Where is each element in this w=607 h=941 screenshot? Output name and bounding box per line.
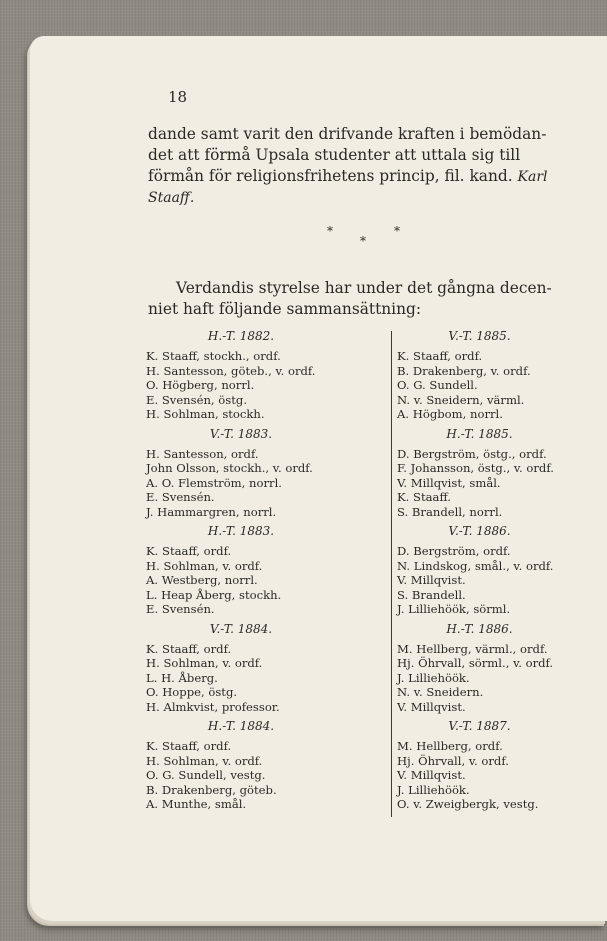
term-group [397, 524, 607, 617]
member-entry: Hj. Öhrvall, sörml., v. ordf. [397, 656, 554, 670]
member-entry: V. Millqvist. [397, 573, 466, 587]
intro-paragraph [148, 124, 607, 209]
member-entry: L. Heap Åberg, stockh. [146, 587, 282, 602]
right-column [397, 329, 607, 814]
term-group [397, 427, 607, 520]
intro-line-text: förmån för religionsfrihetens princip, fil. kand. [148, 167, 513, 185]
member-entry: N. Lindskog, smål., v. ordf. [397, 558, 554, 573]
term-heading: V.-T. 1886. [448, 524, 511, 538]
member-entry: H. Almkvist, professor. [146, 699, 280, 714]
board-intro-line: niet haft följande sammansättning: [148, 300, 422, 318]
term-heading: V.-T. 1883. [209, 426, 273, 441]
term-heading: H.-T. 1885. [446, 426, 513, 441]
intro-line [148, 166, 607, 188]
member-entry: K. Staaff, ordf. [146, 544, 232, 558]
term-group [146, 427, 386, 520]
term-heading: H.-T. 1886. [446, 621, 513, 636]
member-entry: B. Drakenberg, v. ordf. [397, 363, 531, 378]
board-members-table [146, 329, 607, 819]
term-group [397, 622, 607, 715]
member-entry: J. Hammargren, norrl. [146, 504, 277, 519]
term-group [146, 329, 386, 422]
page-number: 18 [168, 88, 188, 106]
member-entry: K. Staaff, stockh., ordf. [146, 349, 281, 363]
member-entry: J. Lilliehöök. [397, 670, 470, 685]
member-entry: O. Hoppe, östg. [146, 685, 238, 699]
term-group [146, 622, 386, 715]
asterisk: * [360, 234, 366, 248]
member-entry: D. Bergström, östg., ordf. [397, 446, 547, 461]
term-heading: H.-T. 1882. [207, 329, 275, 343]
member-entry: V. Millqvist. [397, 768, 466, 782]
term-group [397, 719, 607, 812]
member-entry: H. Sohlman, v. ordf. [146, 656, 263, 670]
member-entry: O. Högberg, norrl. [146, 378, 255, 392]
term-heading: V.-T. 1884. [209, 621, 273, 636]
member-entry: John Olsson, stockh., v. ordf. [146, 461, 313, 475]
intro-line: det att förmå Upsala studenter att uttala sig till [148, 146, 521, 164]
term-heading: H.-T. 1883. [207, 524, 275, 538]
member-entry: H. Santesson, ordf. [146, 446, 259, 461]
member-entry: A. Westberg, norrl. [146, 573, 258, 587]
member-entry: E. Svensén. [146, 602, 215, 616]
member-entry: O. G. Sundell. [397, 378, 478, 392]
member-entry: M. Hellberg, ordf. [397, 739, 503, 753]
intro-line: dande samt varit den drifvande kraften i bemödan- [148, 125, 547, 143]
member-entry: H. Sohlman, v. ordf. [146, 558, 263, 573]
member-entry: N. v. Sneidern, värml. [397, 392, 525, 407]
member-entry: L. H. Åberg. [146, 670, 218, 685]
member-entry: A. Högbom, norrl. [397, 407, 503, 421]
term-group [146, 719, 386, 812]
term-heading: H.-T. 1884. [207, 719, 275, 733]
board-intro-paragraph [148, 278, 607, 320]
column-divider [391, 331, 392, 817]
asterisk: * [394, 224, 400, 238]
member-entry: K. Staaff, ordf. [146, 739, 232, 753]
term-heading: V.-T. 1885. [448, 329, 511, 343]
signature-first-name: Karl [517, 169, 548, 185]
book-page [30, 36, 607, 921]
member-entry: E. Svensén, östg. [146, 392, 247, 407]
member-entry: O. v. Zweigbergk, vestg. [397, 797, 539, 811]
member-entry: B. Drakenberg, göteb. [146, 782, 277, 797]
member-entry: D. Bergström, ordf. [397, 544, 511, 558]
member-entry: A. O. Flemström, norrl. [146, 475, 282, 490]
member-entry: M. Hellberg, värml., ordf. [397, 641, 548, 656]
member-entry: S. Brandell, norrl. [397, 504, 503, 519]
member-entry: J. Lilliehöök. [397, 782, 470, 797]
member-entry: S. Brandell. [397, 587, 466, 602]
member-entry: J. Lilliehöök, sörml. [397, 602, 511, 616]
member-entry: H. Sohlman, v. ordf. [146, 753, 263, 768]
member-entry: F. Johansson, östg., v. ordf. [397, 461, 554, 475]
member-entry: A. Munthe, smål. [146, 797, 247, 811]
term-group [146, 524, 386, 617]
member-entry: O. G. Sundell, vestg. [146, 768, 266, 782]
member-entry: N. v. Sneidern. [397, 685, 484, 699]
term-heading: V.-T. 1887. [448, 719, 511, 733]
member-entry: K. Staaff. [397, 490, 451, 504]
signature-last-name: Staaff. [148, 190, 195, 206]
term-group [397, 329, 607, 422]
member-entry: K. Staaff, ordf. [146, 641, 232, 656]
left-column [146, 329, 386, 814]
member-entry: H. Sohlman, stockh. [146, 407, 265, 421]
member-entry: K. Staaff, ordf. [397, 349, 483, 363]
member-entry: H. Santesson, göteb., v. ordf. [146, 363, 316, 378]
asterism-divider [30, 224, 607, 248]
member-entry: E. Svensén. [146, 490, 215, 504]
member-entry: V. Millqvist, smål. [397, 475, 501, 490]
asterisk: * [327, 224, 333, 238]
board-intro-line: Verdandis styrelse har under det gångna decen- [176, 279, 552, 297]
member-entry: V. Millqvist. [397, 699, 466, 714]
member-entry: Hj. Öhrvall, v. ordf. [397, 753, 509, 768]
